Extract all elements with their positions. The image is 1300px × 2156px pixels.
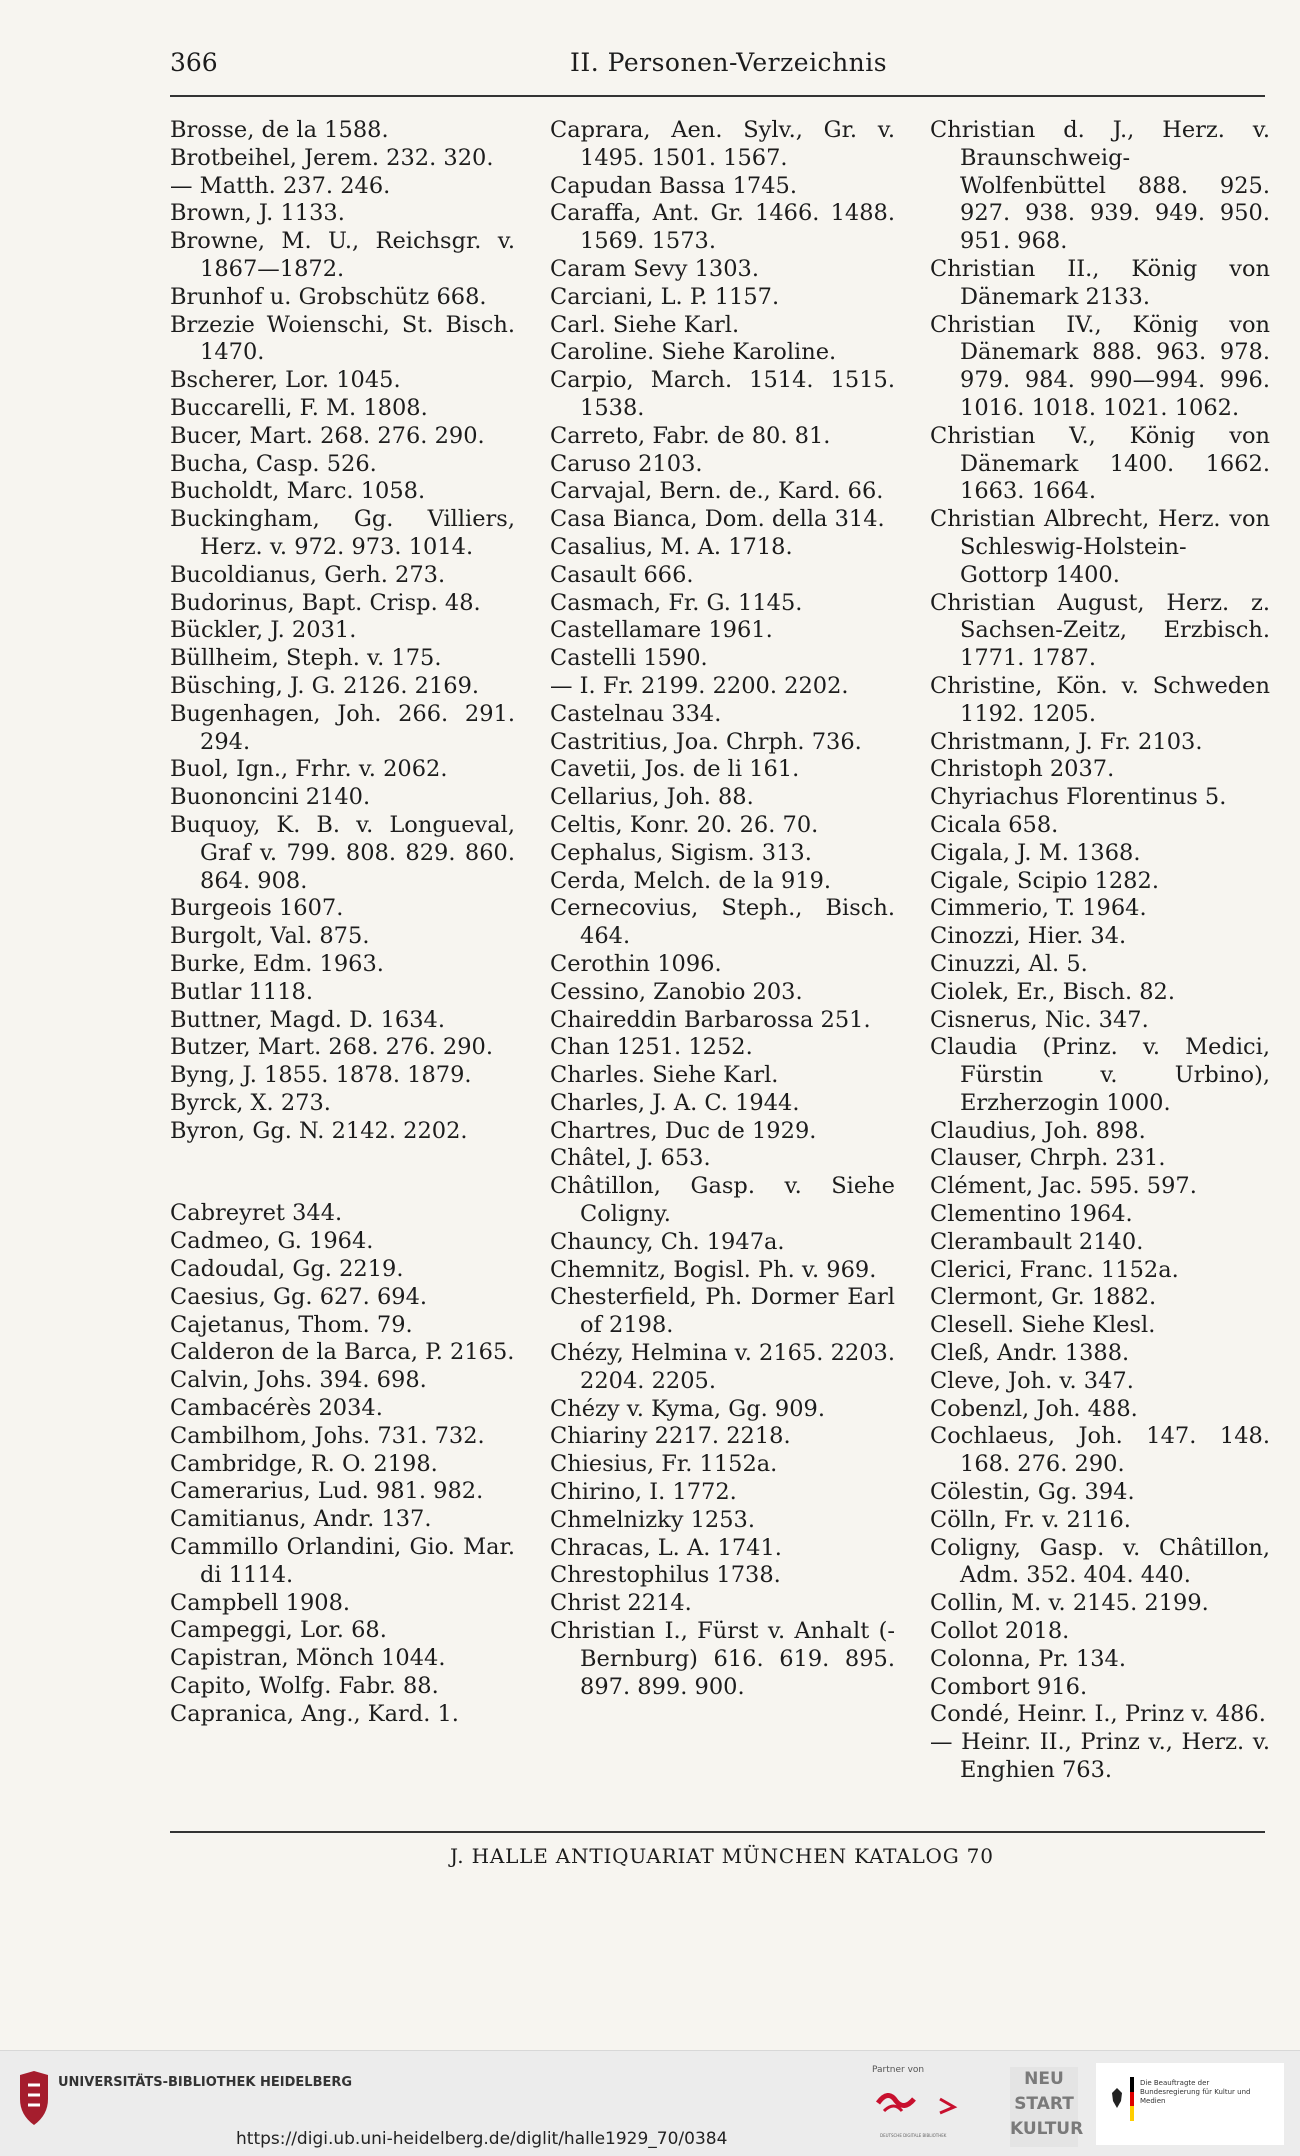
index-entry: Casmach, Fr. G. 1145. — [550, 589, 803, 616]
index-entry: Christian V., König von Dänemark 1400. 1662. 1663. 1664. — [930, 422, 1270, 505]
index-entry: Cellarius, Joh. 88. — [550, 784, 754, 811]
index-entry: Cambacérès 2034. — [170, 1395, 383, 1422]
index-entry: Burgeois 1607. — [170, 895, 344, 922]
index-entry: Cerothin 1096. — [550, 950, 722, 977]
index-entry: Carvajal, Bern. de., Kard. 66. — [550, 478, 884, 505]
index-entry: Capito, Wolfg. Fabr. 88. — [170, 1673, 439, 1700]
index-entry: Cessino, Zanobio 203. — [550, 978, 803, 1005]
index-entry: Castritius, Joa. Chrph. 736. — [550, 728, 862, 755]
index-entry: Cinuzzi, Al. 5. — [930, 950, 1088, 977]
index-entry: Condé, Heinr. I., Prinz v. 486. — [930, 1701, 1266, 1728]
index-entry: — Matth. 237. 246. — [170, 172, 391, 199]
index-entry: Collin, M. v. 2145. 2199. — [930, 1590, 1209, 1617]
index-entry: Castellamare 1961. — [550, 617, 773, 644]
index-entry: Capranica, Ang., Kard. 1. — [170, 1700, 459, 1727]
catalog-footer: J. HALLE ANTIQUARIAT MÜNCHEN KATALOG 70 — [450, 1844, 994, 1868]
index-entry: Capudan Bassa 1745. — [550, 172, 798, 199]
index-entry: Cimmerio, T. 1964. — [930, 895, 1147, 922]
index-entry: Casa Bianca, Dom. della 314. — [550, 506, 885, 533]
index-entry: Cambridge, R. O. 2198. — [170, 1450, 438, 1477]
index-entry: Christoph 2037. — [930, 756, 1115, 783]
index-column-3 — [930, 117, 1270, 1785]
index-entry: Cinozzi, Hier. 34. — [930, 923, 1127, 950]
running-title: II. Personen-Verzeichnis — [570, 48, 888, 77]
index-column-1 — [170, 117, 515, 1729]
index-entry: Bückler, J. 2031. — [170, 617, 357, 644]
page-url-link[interactable]: https://digi.ub.uni-heidelberg.de/diglit/halle1929_70/0384 — [236, 2129, 728, 2149]
index-entry: Brown, J. 1133. — [170, 200, 345, 227]
index-entry: Chan 1251. 1252. — [550, 1034, 753, 1061]
footer-rule — [170, 1831, 1265, 1833]
index-entry: Campeggi, Lor. 68. — [170, 1617, 387, 1644]
page-header — [170, 48, 1260, 88]
index-entry: Chartres, Duc de 1929. — [550, 1117, 817, 1144]
index-entry: Christian IV., König von Dänemark 888. 963. 978. 979. 984. 990—994. 996. 1016. 1018. 1021. 1062. — [930, 311, 1270, 421]
index-entry: Campbell 1908. — [170, 1589, 351, 1616]
index-entry: Buckingham, Gg. Villiers, Herz. v. 972. 973. 1014. — [170, 506, 515, 560]
index-entry: Cernecovius, Steph., Bisch. 464. — [550, 895, 895, 950]
index-entry: Castelli 1590. — [550, 645, 708, 672]
index-entry: Charles. Siehe Karl. — [550, 1062, 779, 1089]
index-entry: Cephalus, Sigism. 313. — [550, 839, 812, 866]
index-entry: Casault 666. — [550, 561, 694, 588]
index-entry: Christmann, J. Fr. 2103. — [930, 728, 1203, 755]
index-entry: Chrestophilus 1738. — [550, 1562, 781, 1589]
index-entry: Chyriachus Florentinus 5. — [930, 784, 1227, 811]
index-entry: Cambilhom, Johs. 731. 732. — [170, 1422, 485, 1449]
index-entry: Charles, J. A. C. 1944. — [550, 1089, 800, 1116]
index-entry: Camerarius, Lud. 981. 982. — [170, 1478, 484, 1505]
index-entry: Budorinus, Bapt. Crisp. 48. — [170, 589, 481, 616]
flag-icon — [1130, 2077, 1134, 2121]
index-entry: Clermont, Gr. 1882. — [930, 1284, 1157, 1311]
dfg-caption: DEUTSCHE DIGITALE BIBLIOTHEK — [880, 2133, 947, 2138]
index-entry: Browne, M. U., Reichsgr. v. 1867—1872. — [170, 228, 515, 282]
index-entry: Burke, Edm. 1963. — [170, 950, 384, 977]
index-entry: Capistran, Mönch 1044. — [170, 1645, 446, 1672]
index-entry: Cigale, Scipio 1282. — [930, 867, 1159, 894]
index-entry: Christian II., König von Dänemark 2133. — [930, 255, 1270, 310]
index-entry: Christian Albrecht, Herz. von Schleswig-Holstein-Gottorp 1400. — [930, 506, 1270, 588]
index-entry: Colonna, Pr. 134. — [930, 1645, 1127, 1672]
index-entry: Christian August, Herz. z. Sachsen-Zeitz, Erzbisch. 1771. 1787. — [930, 589, 1270, 672]
index-entry: Cölestin, Gg. 394. — [930, 1479, 1135, 1506]
index-entry: Claudia (Prinz. v. Medici, Fürstin v. Urbino), Erzherzogin 1000. — [930, 1034, 1270, 1116]
index-entry: Cadoudal, Gg. 2219. — [170, 1256, 404, 1283]
index-entry: Büllheim, Steph. v. 175. — [170, 645, 442, 672]
index-entry: Caram Sevy 1303. — [550, 255, 760, 282]
index-entry: Clementino 1964. — [930, 1201, 1133, 1228]
index-entry: Caprara, Aen. Sylv., Gr. v. 1495. 1501. 1567. — [550, 117, 895, 171]
index-entry: Chaireddin Barbarossa 251. — [550, 1006, 871, 1033]
index-entry: Christ 2214. — [550, 1590, 692, 1617]
index-entry: Carreto, Fabr. de 80. 81. — [550, 422, 831, 449]
index-entry: Christian I., Fürst v. Anhalt (-Bernburg) 616. 619. 895. 897. 899. 900. — [550, 1618, 895, 1700]
index-entry: Byng, J. 1855. 1878. 1879. — [170, 1062, 472, 1089]
index-entry: Cleve, Joh. v. 347. — [930, 1367, 1134, 1394]
eagle-icon — [1110, 2087, 1124, 2109]
index-entry: Combort 916. — [930, 1673, 1088, 1700]
bkm-logo — [1096, 2063, 1284, 2145]
index-entry: Calvin, Johs. 394. 698. — [170, 1367, 427, 1394]
index-column-2 — [550, 117, 895, 1701]
index-entry: — I. Fr. 2199. 2200. 2202. — [550, 672, 849, 699]
university-logo-icon — [14, 2069, 54, 2129]
index-entry: Chiesius, Fr. 1152a. — [550, 1451, 778, 1478]
index-entry: Châtel, J. 653. — [550, 1145, 711, 1172]
index-entry: Bugenhagen, Joh. 266. 291. 294. — [170, 700, 515, 755]
bkm-caption: Die Beauftragte der Bundesregierung für Kultur und Medien — [1140, 2079, 1251, 2105]
index-entry: Carl. Siehe Karl. — [550, 311, 740, 338]
index-entry: Büsching, J. G. 2126. 2169. — [170, 672, 480, 699]
index-entry: Brzezie Woienschi, St. Bisch. 1470. — [170, 311, 515, 366]
viewer-footer-bar — [0, 2050, 1300, 2156]
index-entry: Bucoldianus, Gerh. 273. — [170, 561, 446, 588]
index-entry: Brosse, de la 1588. — [170, 117, 389, 143]
index-entry: Calderon de la Barca, P. 2165. — [170, 1339, 515, 1366]
index-entry: Carciani, L. P. 1157. — [550, 283, 780, 310]
index-entry: Chiariny 2217. 2218. — [550, 1423, 791, 1450]
index-entry: Cadmeo, G. 1964. — [170, 1228, 374, 1255]
index-entry: Cicala 658. — [930, 811, 1059, 838]
index-entry: Cisnerus, Nic. 347. — [930, 1006, 1149, 1033]
index-entry: Caroline. Siehe Karoline. — [550, 339, 837, 366]
page-number: 366 — [170, 48, 218, 77]
index-entry: Châtillon, Gasp. v. Siehe Coligny. — [550, 1173, 895, 1228]
index-entry: Cavetii, Jos. de li 161. — [550, 756, 800, 783]
index-entry: Brunhof u. Grobschütz 668. — [170, 283, 487, 310]
index-entry: Chirino, I. 1772. — [550, 1479, 737, 1506]
index-entry: Bscherer, Lor. 1045. — [170, 367, 401, 394]
index-entry: Butzer, Mart. 268. 276. 290. — [170, 1034, 493, 1061]
dfg-logo-icon — [870, 2081, 980, 2131]
index-entry: — Heinr. II., Prinz v., Herz. v. Enghien 763. — [930, 1729, 1270, 1784]
library-name: UNIVERSITÄTS-BIBLIOTHEK HEIDELBERG — [58, 2075, 353, 2090]
letter-gap — [170, 1145, 515, 1200]
index-entry: Clauser, Chrph. 231. — [930, 1145, 1166, 1172]
index-entry: Christian d. J., Herz. v. Braunschweig-Wolfenbüttel 888. 925. 927. 938. 939. 949. 950. 951. 968. — [930, 117, 1270, 255]
index-entry: Collot 2018. — [930, 1618, 1070, 1645]
index-entry: Claudius, Joh. 898. — [930, 1117, 1146, 1144]
index-entry: Camitianus, Andr. 137. — [170, 1506, 432, 1533]
index-entry: Caesius, Gg. 627. 694. — [170, 1283, 428, 1310]
index-entry: Byron, Gg. N. 2142. 2202. — [170, 1117, 468, 1144]
index-entry: Cajetanus, Thom. 79. — [170, 1311, 413, 1338]
index-entry: Buquoy, K. B. v. Longueval, Graf v. 799. 808. 829. 860. 864. 908. — [170, 811, 515, 894]
index-entry: Carpio, March. 1514. 1515. 1538. — [550, 367, 895, 421]
header-rule — [170, 95, 1265, 97]
index-entry: Bucer, Mart. 268. 276. 290. — [170, 422, 485, 449]
index-entry: Buol, Ign., Frhr. v. 2062. — [170, 756, 448, 783]
index-entry: Cobenzl, Joh. 488. — [930, 1395, 1138, 1422]
index-entry: Chemnitz, Bogisl. Ph. v. 969. — [550, 1256, 877, 1283]
index-entry: Chmelnizky 1253. — [550, 1506, 756, 1533]
index-entry: Chesterfield, Ph. Dormer Earl of 2198. — [550, 1284, 895, 1339]
index-entry: Cigala, J. M. 1368. — [930, 839, 1141, 866]
index-entry: Cölln, Fr. v. 2116. — [930, 1506, 1131, 1533]
index-entry: Cerda, Melch. de la 919. — [550, 867, 832, 894]
index-entry: Bucha, Casp. 526. — [170, 450, 377, 477]
index-entry: Castelnau 334. — [550, 700, 722, 727]
index-entry: Clerambault 2140. — [930, 1228, 1144, 1255]
index-entry: Buccarelli, F. M. 1808. — [170, 394, 428, 421]
index-entry: Clément, Jac. 595. 597. — [930, 1173, 1197, 1200]
index-entry: Christine, Kön. v. Schweden 1192. 1205. — [930, 672, 1270, 727]
index-entry: Cammillo Orlandini, Gio. Mar. di 1114. — [170, 1534, 515, 1588]
index-entry: Caraffa, Ant. Gr. 1466. 1488. 1569. 1573. — [550, 200, 895, 255]
index-entry: Cabreyret 344. — [170, 1200, 343, 1227]
index-entry: Caruso 2103. — [550, 450, 703, 477]
index-entry: Cleß, Andr. 1388. — [930, 1340, 1130, 1367]
index-entry: Brotbeihel, Jerem. 232. 320. — [170, 144, 494, 171]
index-entry: Chézy v. Kyma, Gg. 909. — [550, 1395, 825, 1422]
index-entry: Buononcini 2140. — [170, 784, 371, 811]
index-entry: Celtis, Konr. 20. 26. 70. — [550, 811, 819, 838]
index-entry: Bucholdt, Marc. 1058. — [170, 478, 426, 505]
index-entry: Coligny, Gasp. v. Châtillon, Adm. 352. 404. 440. — [930, 1534, 1270, 1589]
index-entry: Ciolek, Er., Bisch. 82. — [930, 978, 1176, 1005]
partner-label: Partner von — [872, 2065, 925, 2075]
index-entry: Buttner, Magd. D. 1634. — [170, 1006, 446, 1033]
index-entry: Chracas, L. A. 1741. — [550, 1534, 782, 1561]
neustart-kultur-logo: NEU START KULTUR — [1010, 2067, 1078, 2147]
index-entry: Chauncy, Ch. 1947a. — [550, 1228, 785, 1255]
index-entry: Byrck, X. 273. — [170, 1089, 331, 1116]
index-entry: Burgolt, Val. 875. — [170, 923, 370, 950]
index-entry: Butlar 1118. — [170, 978, 313, 1005]
index-entry: Casalius, M. A. 1718. — [550, 533, 793, 560]
index-entry: Cochlaeus, Joh. 147. 148. 168. 276. 290. — [930, 1423, 1270, 1478]
index-entry: Clerici, Franc. 1152a. — [930, 1256, 1179, 1283]
index-entry: Chézy, Helmina v. 2165. 2203. 2204. 2205. — [550, 1340, 895, 1394]
index-entry: Clesell. Siehe Klesl. — [930, 1312, 1156, 1339]
